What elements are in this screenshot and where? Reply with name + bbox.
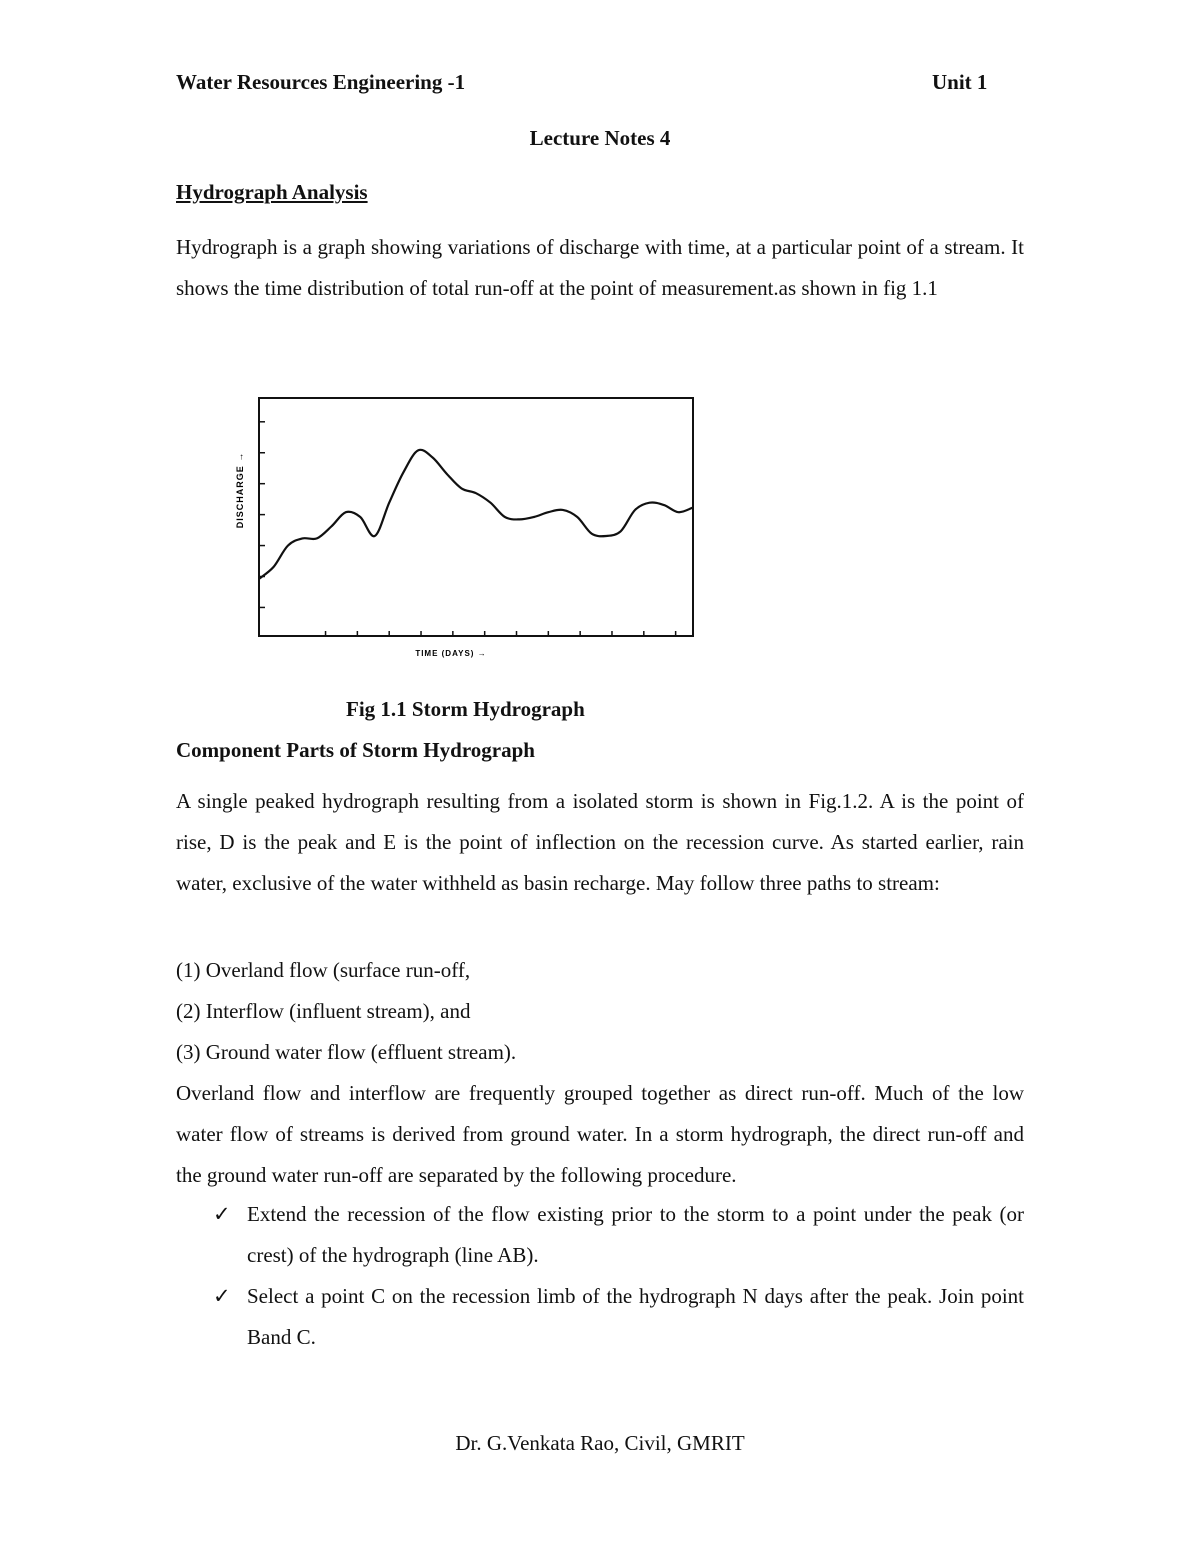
path-item-groundwater: (3) Ground water flow (effluent stream). xyxy=(176,1040,517,1064)
separation-paragraph: Overland flow and interflow are frequently grouped together as direct run-off. Much of the low water flow of streams is derived from ground water. In a storm hydrograph, the direct run-off and the ground water run-off are separated by the following procedure. xyxy=(176,1081,1024,1187)
hydrograph-chart xyxy=(225,390,705,670)
lecture-title: Lecture Notes 4 xyxy=(529,126,671,150)
header-course-title: Water Resources Engineering -1 xyxy=(176,70,466,94)
header-unit: Unit 1 xyxy=(932,70,988,94)
section-heading: Hydrograph Analysis xyxy=(176,180,368,204)
check-icon: ✓ xyxy=(213,1284,231,1308)
hydrograph-figure xyxy=(225,390,705,670)
path-item-interflow: (2) Interflow (influent stream), and xyxy=(176,999,471,1023)
path-item-overland: (1) Overland flow (surface run-off, xyxy=(176,958,471,982)
figure-caption: Fig 1.1 Storm Hydrograph xyxy=(346,697,585,721)
step-text: Extend the recession of the flow existing prior to the storm to a point under the peak (or crest) of the hydrograph (line AB). xyxy=(247,1202,1024,1267)
footer-author: Dr. G.Venkata Rao, Civil, GMRIT xyxy=(455,1431,745,1455)
intro-paragraph: Hydrograph is a graph showing variations of discharge with time, at a particular point of a stream. It shows the time distribution of total run-off at the point of measurement.as shown in fig 1.1 xyxy=(176,235,1024,300)
check-icon: ✓ xyxy=(213,1202,231,1226)
step-text: Select a point C on the recession limb of the hydrograph N days after the peak. Join point Band C. xyxy=(247,1284,1024,1349)
y-axis-label: DISCHARGE → xyxy=(235,451,245,529)
component-paragraph: A single peaked hydrograph resulting from a isolated storm is shown in Fig.1.2. A is the point of rise, D is the peak and E is the point of inflection on the recession curve. As started earlier, rain water, exclusive of the water withheld as basin recharge. May follow three paths to stream: xyxy=(176,789,1024,895)
plot-frame xyxy=(259,398,693,636)
series-line xyxy=(259,450,693,579)
sub-heading: Component Parts of Storm Hydrograph xyxy=(176,738,535,762)
x-axis-label: TIME (DAYS) → xyxy=(415,649,487,658)
